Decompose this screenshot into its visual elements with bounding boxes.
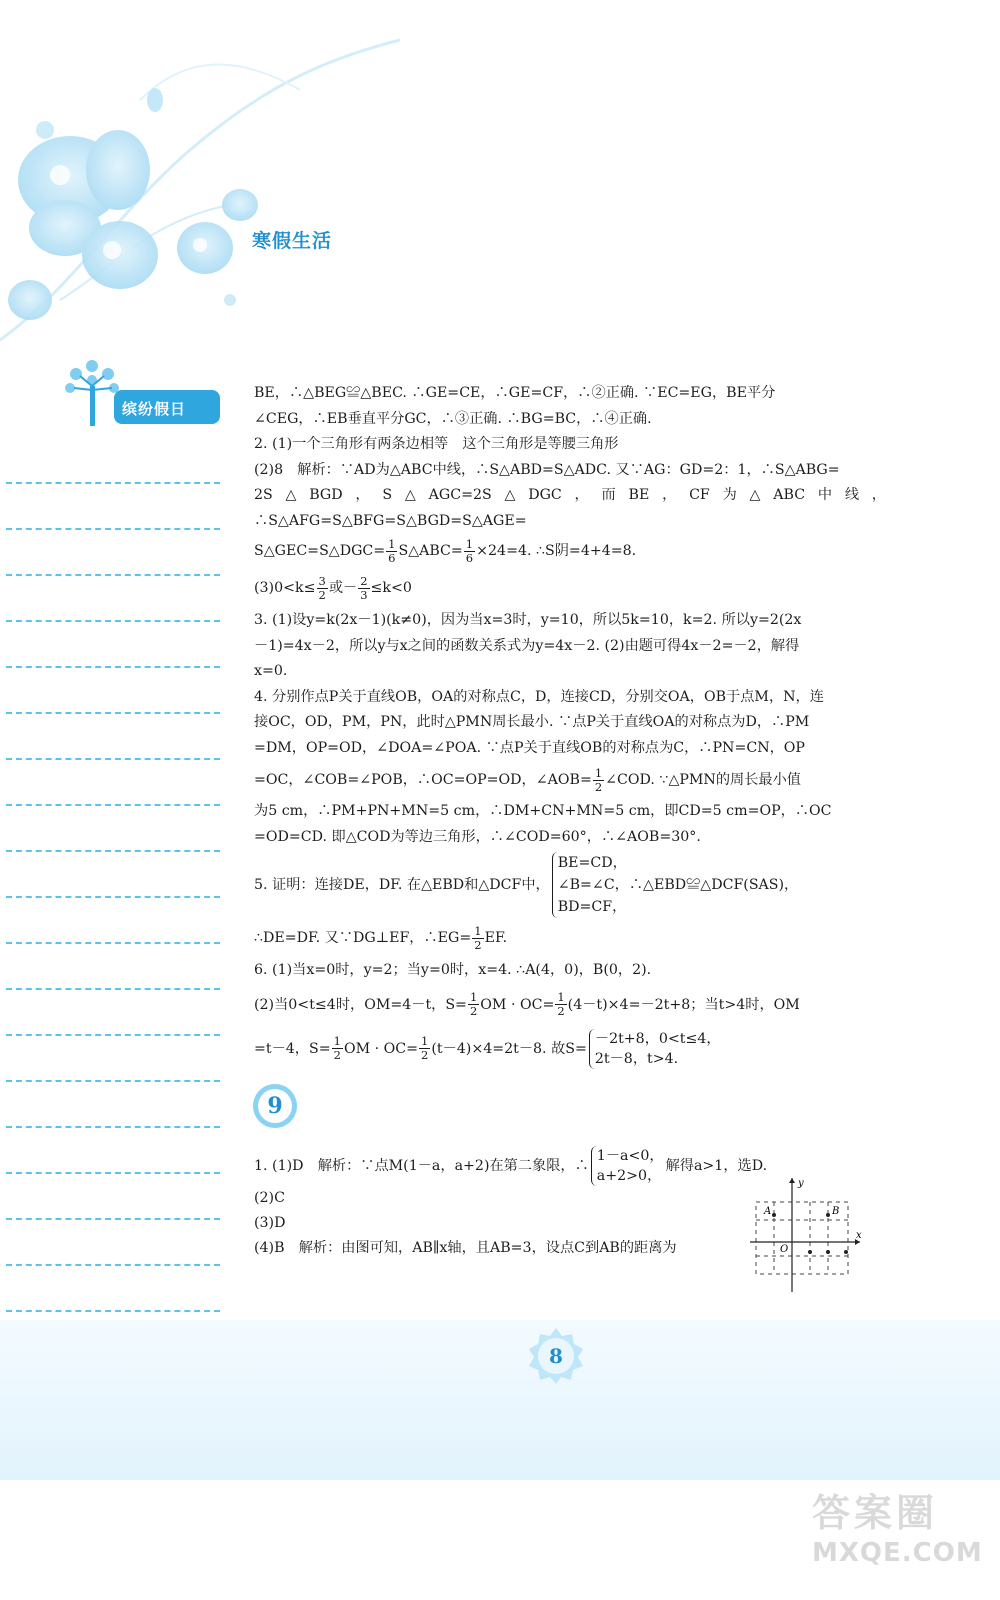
fraction (332, 1035, 343, 1062)
text-run: 5. 证明：连接DE，DF. 在△EBD和△DCF中， (254, 877, 550, 893)
numerator: 2 (360, 573, 368, 588)
numerator: 1 (474, 923, 482, 938)
denominator: 2 (333, 1048, 341, 1062)
equation-system (552, 852, 799, 918)
note-line (6, 898, 220, 944)
fraction (464, 538, 475, 565)
equation-system (589, 1029, 721, 1069)
note-line (6, 806, 220, 852)
answer-line (254, 918, 886, 958)
answer-line: 2S△BGD，S△AGC=2S△DGC，而BE，CF为△ABC中线，∴S△AFG=S△BFG=S△BGD=S△AGE= (254, 487, 886, 529)
system-row: 1－a<0， (596, 1148, 664, 1164)
fraction (555, 991, 566, 1018)
note-line (6, 1266, 220, 1312)
denominator: 2 (421, 1048, 429, 1062)
note-line (6, 484, 220, 530)
watermark-logo-text: 答案圈 (812, 1491, 939, 1535)
note-line (6, 1036, 220, 1082)
answer-line (254, 534, 886, 568)
text-run: ≤k<0 (370, 580, 412, 596)
text-run: =t－4，S= (254, 1040, 331, 1057)
note-line (6, 1082, 220, 1128)
point-a-label: A (764, 1206, 772, 1217)
denominator: 2 (557, 1004, 565, 1018)
note-line (6, 944, 220, 990)
fraction (468, 991, 479, 1018)
text-run: (t－4)×4=2t－8. 故S= (431, 1040, 587, 1057)
text-run: 解得a>1，选D. (665, 1158, 768, 1174)
answer-line: 为5 cm，∴PM+PN+MN=5 cm，∴DM+CN+MN=5 cm，即CD=5 cm=OP，∴OC (254, 803, 832, 819)
text-run: (2)当0<t≤4时，OM=4－t，S= (254, 996, 467, 1013)
footer-band (0, 1320, 1000, 1480)
text-run: 1. (1)D 解析：∵点M(1－a，a+2)在第二象限，∴ (254, 1158, 589, 1174)
answer-line: 2. (1)一个三角形有两条边相等 这个三角形是等腰三角形 (254, 436, 619, 452)
denominator: 6 (388, 550, 396, 565)
answer-line: 3. (1)设y=k(2x－1)(k≠0)，因为当x=3时，y=10，所以5k=10，k=2. 所以y=2(2x (254, 612, 802, 628)
note-line (6, 990, 220, 1036)
numerator: 1 (333, 1034, 341, 1048)
text-run: ×24=4. ∴S阴=4+4=8. (476, 543, 637, 559)
note-line (6, 668, 220, 714)
answer-line (254, 761, 886, 799)
answer-line: －1)=4x－2，所以y与x之间的函数关系式为y=4x－2. (2)由题可得4x－2=－2，解得 (254, 637, 800, 654)
fraction (317, 575, 328, 602)
note-line (6, 530, 220, 576)
point-b-label: B (832, 1206, 840, 1217)
answer-line: x=0. (254, 663, 288, 679)
answer-line: (3)D (254, 1215, 286, 1231)
note-line (6, 714, 220, 760)
watermark (812, 1488, 982, 1588)
floral-decoration (0, 0, 420, 360)
page-number: 8 (549, 1344, 563, 1368)
text-run: OM · OC= (480, 996, 555, 1013)
note-line (6, 576, 220, 622)
answer-line: BE，∴△BEG≌△BEC. ∴GE=CE，∴GE=CF，∴②正确. ∵EC=EG，BE平分 (254, 385, 776, 401)
answer-line (254, 1026, 886, 1072)
system-row: BD=CF， (557, 899, 627, 915)
text-run: (4－t)×4=－2t+8；当t>4时，OM (567, 996, 800, 1013)
sidebar-badge-label: 缤纷假日 (122, 400, 187, 418)
note-lines (0, 438, 226, 1312)
origin-label: O (780, 1244, 789, 1255)
series-title: 寒假生活 (252, 230, 333, 252)
answer-line: (4)B 解析：由图可知，AB∥x轴，且AB=3，设点C到AB的距离为 (254, 1240, 677, 1256)
x-axis-label: x (856, 1230, 862, 1241)
text-run: =OC，∠COB=∠POB，∴OC=OP=OD，∠AOB= (254, 772, 592, 788)
text-run: ∴DE=DF. 又∵DG⊥EF，∴EG= (254, 930, 472, 946)
system-row: a+2>0， (596, 1168, 662, 1184)
text-run: S△GEC=S△DGC= (254, 543, 386, 559)
fraction (386, 538, 397, 565)
answer-line: 4. 分别作点P关于直线OB，OA的对称点C，D，连接CD，分别交OA，OB于点M，N，连 (254, 688, 824, 705)
fraction (358, 575, 369, 602)
fraction (419, 1035, 430, 1062)
equation-system (591, 1146, 664, 1186)
answer-line: =OD=CD. 即△COD为等边三角形，∴∠COD=60°，∴∠AOB=30°. (254, 828, 701, 845)
note-line (6, 622, 220, 668)
numerator: 1 (421, 1034, 429, 1048)
answer-content (254, 381, 886, 1072)
note-line (6, 1128, 220, 1174)
system-row: BE=CD， (557, 855, 627, 871)
numerator: 1 (557, 990, 565, 1004)
numerator: 3 (318, 573, 326, 588)
denominator: 2 (318, 587, 326, 602)
text-run: OM · OC= (343, 1040, 418, 1057)
numerator: 1 (388, 536, 396, 551)
system-row: －2t+8，0<t≤4， (594, 1030, 721, 1047)
note-line (6, 1220, 220, 1266)
text-run: S△ABC= (398, 543, 463, 559)
answer-line (254, 984, 886, 1026)
note-line (6, 852, 220, 898)
section-number: 9 (267, 1093, 283, 1119)
answer-line: 6. (1)当x=0时，y=2；当y=0时，x=4. ∴A(4，0)，B(0，2). (254, 962, 652, 978)
numerator: 1 (465, 536, 474, 551)
answer-line: (2)8 解析：∵AD为△ABC中线，∴S△ABD=S△ADC. 又∵AG：GD=2：1，∴S△ABG= (254, 461, 840, 478)
note-line (6, 1174, 220, 1220)
denominator: 2 (474, 937, 482, 952)
denominator: 2 (594, 779, 603, 794)
numerator: 1 (469, 990, 478, 1004)
text-run: EF. (484, 930, 508, 946)
answer-line: =DM，OP=OD，∠DOA=∠POA. ∵点P关于直线OB的对称点为C，∴PN=CN，OP (254, 739, 805, 756)
system-row: ∠B=∠C，∴△EBD≌△DCF(SAS)， (557, 877, 799, 893)
text-run: ∠COD. ∵△PMN的周长最小值 (605, 772, 801, 788)
answer-line: ∠CEG，∴EB垂直平分GC，∴③正确. ∴BG=BC，∴④正确. (254, 410, 652, 427)
note-line (6, 438, 220, 484)
system-row: 2t－8，t>4. (594, 1050, 679, 1067)
answer-line: (2)C (254, 1190, 285, 1206)
watermark-url: MXQE.COM (812, 1538, 983, 1568)
denominator: 2 (469, 1004, 478, 1018)
fraction (593, 767, 604, 794)
numerator: 1 (594, 765, 603, 780)
y-axis-label: y (798, 1178, 804, 1189)
answer-line (254, 852, 886, 918)
fraction (472, 925, 483, 952)
text-run: 或－ (328, 580, 358, 596)
denominator: 6 (465, 550, 474, 565)
text-run: (3)0<k≤ (254, 580, 316, 596)
note-line (6, 760, 220, 806)
denominator: 3 (360, 587, 368, 602)
coordinate-grid-figure (748, 1172, 868, 1294)
answer-line (254, 568, 886, 608)
answer-line: 接OC，OD，PM，PN，此时△PMN周长最小. ∵点P关于直线OA的对称点为D，∴PM (254, 714, 810, 730)
